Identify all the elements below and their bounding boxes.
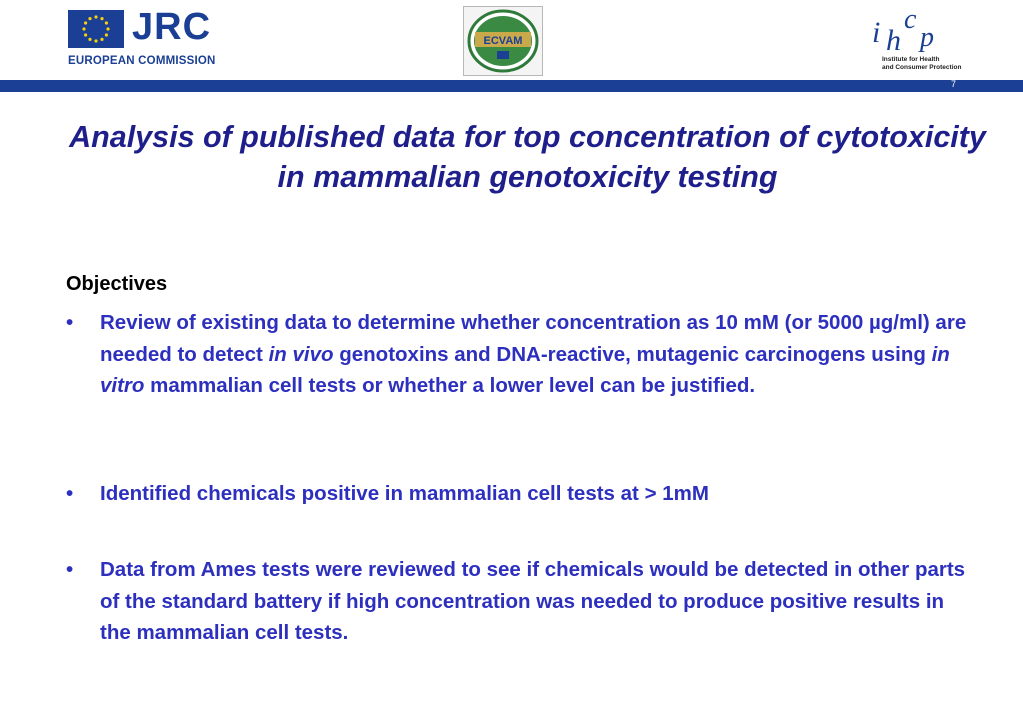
bullet-text-part: Review of existing data to determine whether concentration as 10 mM (or 5000 µg/ml) are needed to detect — [100, 311, 967, 366]
ihcp-caption-line2: and Consumer Protection — [882, 64, 962, 71]
bullet-marker: • — [66, 558, 74, 581]
svg-text:i: i — [872, 16, 881, 49]
bullet-text-part: mammalian cell tests or whether a lower level can be justified. — [144, 374, 756, 397]
svg-text:ECVAM: ECVAM — [483, 35, 523, 47]
bullet-italic-part: in vitro — [100, 342, 950, 397]
bullet-marker: • — [66, 311, 74, 334]
svg-text:p: p — [920, 22, 934, 53]
ihcp-caption-line1: Institute for Health — [882, 56, 940, 63]
bullet-marker: • — [66, 482, 74, 505]
ihcp-logo-caption — [882, 56, 978, 72]
ihcp-logo — [868, 6, 978, 86]
bullet-text-part: genotoxins and DNA-reactive, mutagenic carcinogens using — [333, 342, 932, 366]
ecvam-logo — [463, 6, 543, 76]
jrc-logo — [68, 8, 218, 70]
slide-title: Analysis of published data for top concentration of cytotoxicity in mammalian genotoxicity testing — [69, 120, 986, 194]
bullet-item — [66, 307, 980, 402]
ihcp-logo-mark — [868, 6, 968, 56]
bullet-italic-part: in vivo — [268, 342, 334, 366]
svg-text:h: h — [886, 24, 901, 56]
jrc-logo-text: JRC — [132, 6, 212, 48]
jrc-logo-subtitle: EUROPEAN COMMISSION — [68, 55, 216, 67]
page-number: 7 — [950, 79, 956, 89]
objectives-heading: Objectives — [66, 273, 168, 295]
svg-text:c: c — [904, 6, 917, 35]
bullet-text: Identified chemicals positive in mammalian cell tests at > 1mM — [100, 482, 709, 505]
bullet-item — [66, 554, 980, 649]
slide-header — [0, 0, 1023, 96]
bullet-item — [66, 478, 980, 510]
header-rule — [0, 80, 1023, 92]
bullet-text: Data from Ames tests were reviewed to see if chemicals would be detected in other parts of the standard battery if high concentration was needed to produce positive results in the mammalian cell tests. — [100, 558, 966, 644]
eu-flag-icon — [68, 10, 124, 48]
